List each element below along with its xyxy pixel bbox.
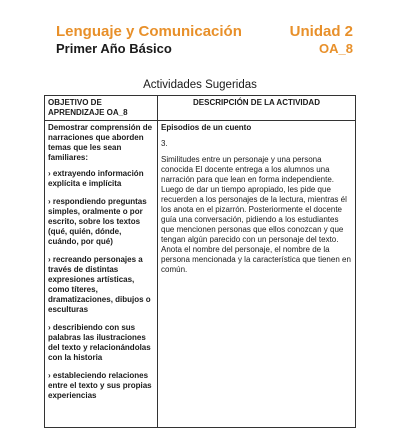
objective-list [48, 169, 154, 401]
objective-code: OA_8 [319, 41, 353, 56]
table-header-row [45, 96, 356, 121]
activities-table [44, 95, 356, 428]
activity-number: 3. [161, 139, 168, 148]
section-title: Actividades Sugeridas [143, 79, 257, 91]
objective-cell [45, 121, 158, 428]
list-item: › describiendo con sus palabras las ilustraciones del texto y relacionándolas con la historia [48, 323, 151, 362]
page-header-left [56, 24, 242, 57]
objective-column-header: OBJETIVO DE APRENDIZAJE OA_8 [45, 96, 158, 121]
description-cell [158, 121, 356, 428]
list-item: › estableciendo relaciones entre el texto y sus propias experiencias [48, 371, 152, 400]
activity-title: Episodios de un cuento [161, 123, 252, 132]
subject-title: Lenguaje y Comunicación [56, 23, 242, 40]
unit-label: Unidad 2 [289, 23, 353, 40]
description-column-header: DESCRIPCIÓN DE LA ACTIVIDAD [158, 96, 356, 121]
objective-intro: Demostrar comprensión de narraciones que aborden temas que les sean familiares: [48, 123, 153, 162]
table-row [45, 121, 356, 428]
activity-text: Similitudes entre un personaje y una persona conocida El docente entrega a los alumnos una narración para que lean en forma independiente. Luego de dar un tiempo apropiado, les pide que recuerden a los personajes de la lectura, mientras él los anota en el pizarrón. Posteriormente el docente guía una conversación, pidiendo a los estudiantes que mencionen personas que ellos conozcan y que tengan algún parecido con un personaje del texto. Anota el nombre del personaje, el nombre de la persona mencionada y la característica que tienen en común. [161, 155, 351, 274]
list-item: › recreando personajes a través de distintas expresiones artísticas, como títeres, dramatizaciones, dibujos o esculturas [48, 255, 151, 314]
grade-level: Primer Año Básico [56, 41, 172, 56]
page-header-right [290, 24, 353, 57]
list-item: › respondiendo preguntas simples, oralmente o por escrito, sobre los textos (qué, quién, dónde, cuándo, por qué) [48, 197, 147, 246]
list-item: › extrayendo información explícita e implícita [48, 169, 144, 188]
